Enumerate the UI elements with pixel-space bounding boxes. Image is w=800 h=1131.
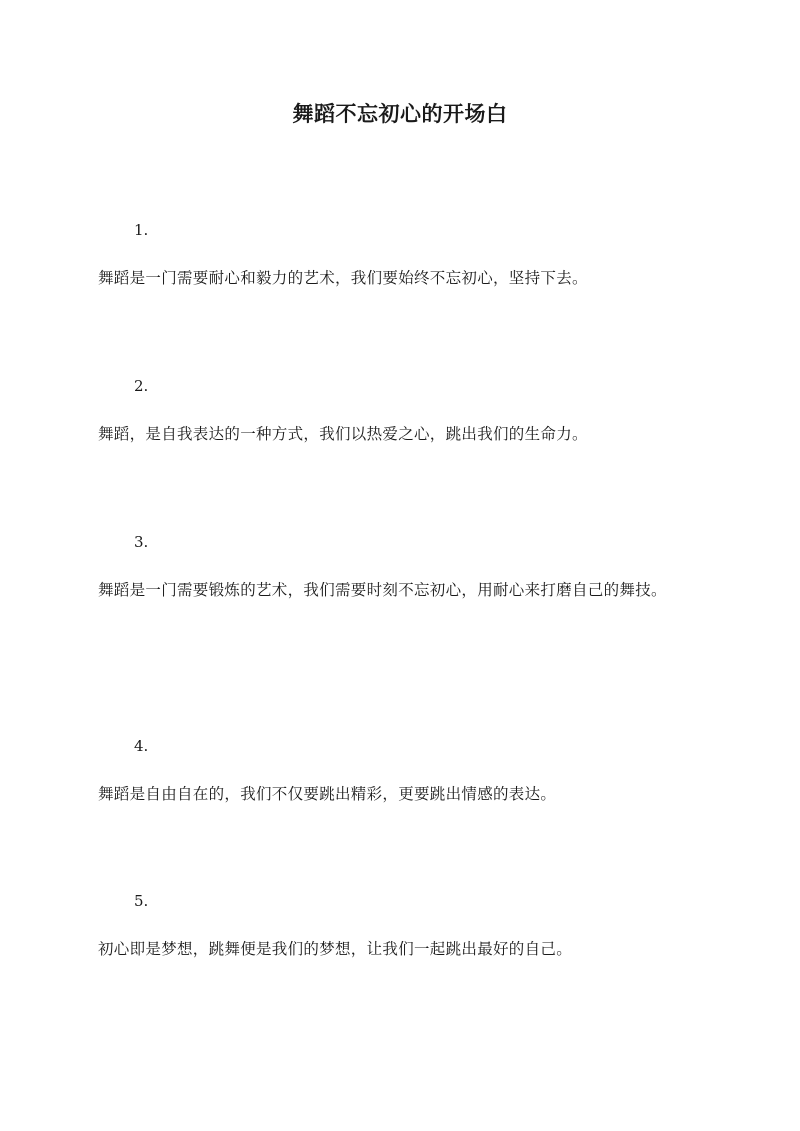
item-number: 3. — [134, 533, 149, 551]
item-number: 1. — [134, 221, 149, 239]
item-text: 初心即是梦想，跳舞便是我们的梦想，让我们一起跳出最好的自己。 — [98, 940, 573, 958]
item-number: 2. — [134, 377, 149, 395]
item-text: 舞蹈是一门需要耐心和毅力的艺术，我们要始终不忘初心，坚持下去。 — [98, 269, 588, 287]
document-title: 舞蹈不忘初心的开场白 — [292, 101, 508, 126]
item-number: 4. — [134, 737, 149, 755]
item-text: 舞蹈是自由自在的，我们不仅要跳出精彩，更要跳出情感的表达。 — [98, 785, 557, 803]
item-text: 舞蹈，是自我表达的一种方式，我们以热爱之心，跳出我们的生命力。 — [98, 425, 588, 443]
item-text: 舞蹈是一门需要锻炼的艺术，我们需要时刻不忘初心，用耐心来打磨自己的舞技。 — [98, 581, 667, 599]
item-number: 5. — [134, 892, 149, 910]
